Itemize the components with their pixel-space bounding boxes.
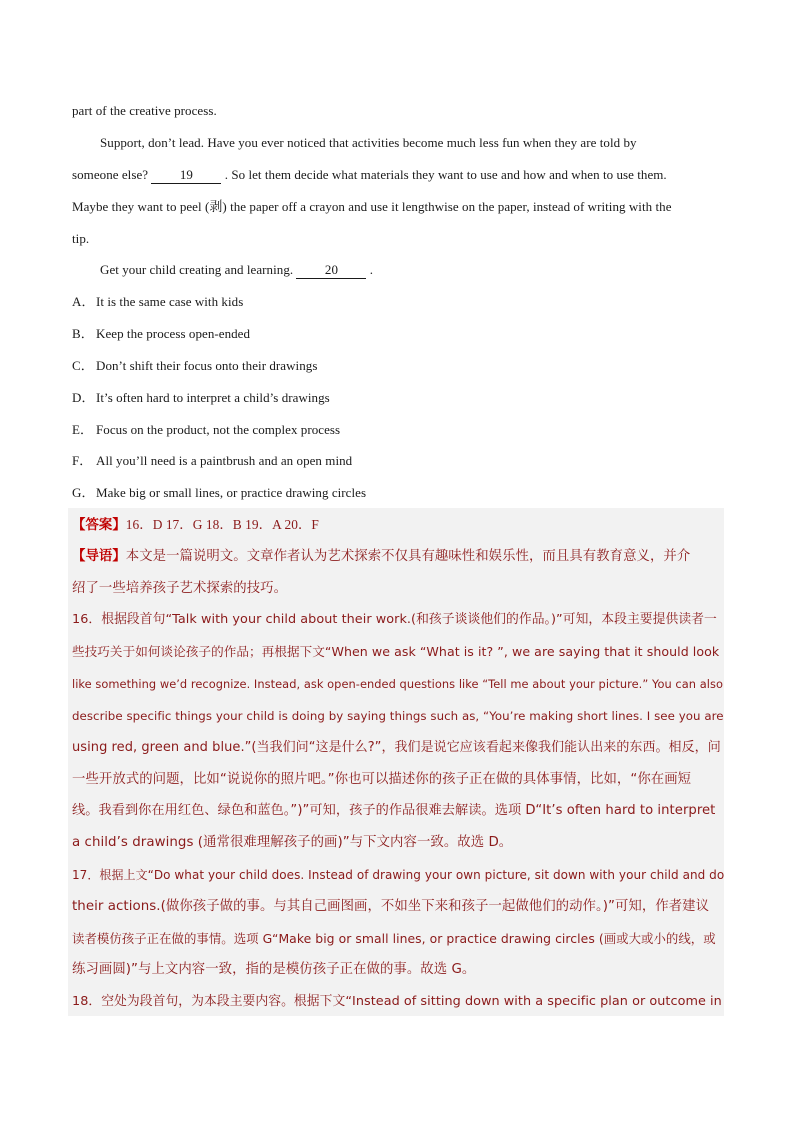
guide-line	[72, 547, 724, 567]
option-g	[72, 483, 724, 503]
blank-20: 20	[296, 262, 366, 279]
option-text: Keep the process open-ended	[96, 326, 251, 341]
passage-text: . So let them decide what materials they want to use and how and when to use them.	[224, 167, 667, 182]
guide-line: 绍了一些培养孩子艺术探索的技巧。	[72, 581, 288, 596]
passage-line: part of the creative process.	[72, 103, 217, 118]
option-letter: G．	[72, 485, 95, 500]
answer-label: 【答案】	[72, 518, 126, 533]
option-text: Focus on the product, not the complex process	[96, 422, 341, 437]
explanation-line: 练习画圆)”与上文内容一致，指的是模仿孩子正在做的事。故选 G。	[72, 962, 476, 977]
option-e	[72, 420, 724, 440]
option-letter: D．	[72, 390, 95, 405]
option-letter: F．	[72, 453, 93, 468]
option-text: All you’ll need is a paintbrush and an open mind	[96, 453, 353, 468]
guide-text: 本文是一篇说明文。文章作者认为艺术探索不仅具有趣味性和娱乐性，而且具有教育意义，并介	[125, 549, 691, 564]
explanation-line: 一些开放式的问题，比如“说说你的照片吧。”你也可以描述你的孩子正在做的具体事情，比如，“你在画短	[72, 772, 692, 787]
passage-text: .	[369, 262, 374, 277]
option-text: Don’t shift their focus onto their drawings	[96, 358, 318, 373]
option-c	[72, 356, 724, 376]
option-letter: E．	[72, 422, 94, 437]
option-text: Make big or small lines, or practice drawing circles	[96, 485, 367, 500]
option-text: It’s often hard to interpret a child’s drawings	[96, 390, 330, 405]
guide-label: 【导语】	[72, 549, 126, 564]
explanation-line: a child’s drawings (通常很难理解孩子的画)”与下文内容一致。故选 D。	[72, 835, 513, 850]
passage-line-with-blank	[100, 260, 724, 280]
option-b	[72, 324, 724, 344]
explanation-line: 17．根据上文“Do what your child does. Instead of drawing your own picture, sit down with your child and do	[72, 868, 725, 882]
passage-line: Support, don’t lead. Have you ever noticed that activities become much less fun when they are told by	[100, 135, 637, 150]
option-a	[72, 292, 724, 312]
option-f	[72, 451, 724, 471]
answer-keys: 16．D 17．G 18．B 19．A 20．F	[125, 517, 319, 532]
explanation-line: describe specific things your child is doing by saying things such as, “You’re making short lines. I see you are	[72, 709, 724, 723]
option-letter: B．	[72, 326, 94, 341]
answer-line	[72, 515, 724, 536]
explanation-line: 16．根据段首句“Talk with your child about their work.(和孩子谈谈他们的作品。)”可知，本段主要提供读者一	[72, 612, 717, 627]
option-text: It is the same case with kids	[96, 294, 244, 309]
explanation-line: 线。我看到你在用红色、绿色和蓝色。”)”可知，孩子的作品很难去解读。选项 D“It’s often hard to interpret	[72, 803, 716, 818]
explanation-line: 读者模仿孩子正在做的事情。选项 G“Make big or small lines, or practice drawing circles (画或大或小的线，或	[72, 931, 716, 946]
explanation-line: using red, green and blue.”(当我们问“这是什么?”，我们是说它应该看起来像我们能认出来的东西。相反，问	[72, 740, 721, 755]
option-letter: A．	[72, 294, 95, 309]
passage-text: Get your child creating and learning.	[100, 262, 297, 277]
explanation-line: like something we’d recognize. Instead, ask open-ended questions like “Tell me about your picture.” You can also	[72, 677, 723, 691]
explanation-line: 些技巧关于如何谈论孩子的作品；再根据下文“When we ask “What is it? ”, we are saying that it should look	[72, 644, 720, 659]
explanation-line: 18．空处为段首句，为本段主要内容。根据下文“Instead of sitting down with a specific plan or outcome in	[72, 994, 722, 1009]
explanation-line: their actions.(做你孩子做的事。与其自己画图画，不如坐下来和孩子一起做他们的动作。)”可知，作者建议	[72, 899, 710, 914]
passage-line: Maybe they want to peel (剥) the paper off a crayon and use it lengthwise on the paper, instead of writing with the	[72, 199, 672, 214]
option-d	[72, 388, 724, 408]
blank-19: 19	[151, 167, 221, 184]
passage-line-with-blank	[72, 165, 724, 185]
passage-line: tip.	[72, 231, 90, 246]
passage-text: someone else?	[72, 167, 152, 182]
option-letter: C．	[72, 358, 94, 373]
